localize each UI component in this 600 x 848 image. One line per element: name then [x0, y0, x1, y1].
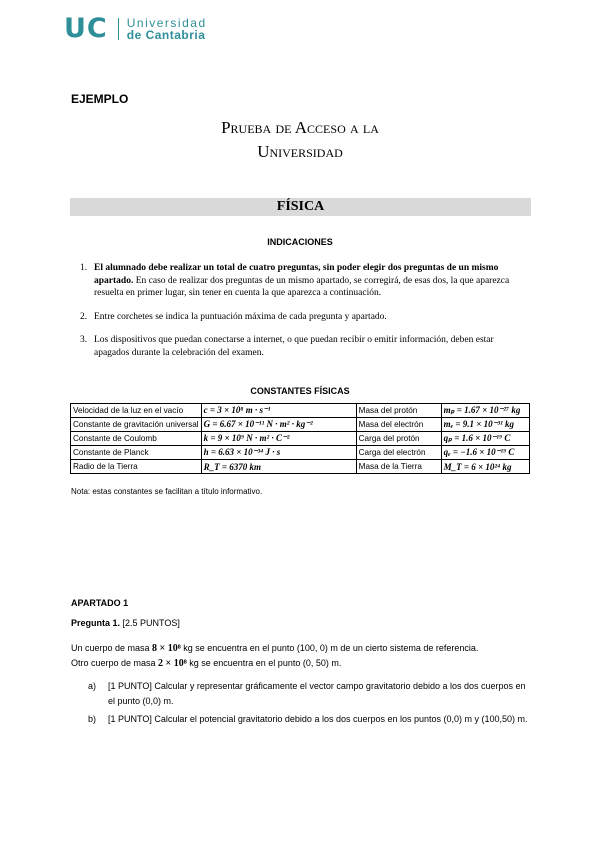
subquestion-text: [1 PUNTO] Calcular el potencial gravitatorio debido a los dos cuerpos en los puntos (0,0) m y (100,50) m. [108, 714, 528, 724]
statement-line [71, 656, 531, 671]
statement-text: kg se encuentra en el punto (100, 0) m de un cierto sistema de referencia. [180, 643, 479, 653]
constant-name: Masa de la Tierra [356, 460, 441, 474]
question-label: Pregunta 1. [71, 618, 121, 628]
statement-line [71, 641, 531, 656]
logo-text [127, 17, 207, 41]
constant-value: R_T = 6370 km [201, 460, 356, 474]
indicaciones-title: INDICACIONES [267, 237, 333, 247]
constant-name: Constante de Planck [71, 446, 202, 460]
constant-name: Masa del protón [356, 404, 441, 418]
indicacion-item [80, 334, 530, 359]
title-line1: Prueba de Acceso a la [221, 118, 379, 137]
indicaciones-list [80, 262, 530, 370]
question-heading [71, 618, 180, 628]
logo-mark: UC [64, 13, 108, 44]
constant-name: Constante de Coulomb [71, 432, 202, 446]
ejemplo-label: EJEMPLO [71, 92, 129, 106]
table-row [71, 446, 530, 460]
mass-value: 8 × 10⁸ [152, 643, 181, 654]
question-points: [2.5 PUNTOS] [120, 618, 180, 628]
constant-name: Carga del protón [356, 432, 441, 446]
question-statement [71, 641, 531, 671]
constant-value: qₚ = 1.6 × 10⁻¹⁹ C [441, 432, 529, 446]
indicacion-number: 2. [80, 311, 88, 322]
constant-name: Constante de gravitación universal [71, 418, 202, 432]
table-row [71, 432, 530, 446]
indicacion-text: Entre corchetes se indica la puntuación máxima de cada pregunta y apartado. [94, 311, 387, 322]
page-title [0, 116, 600, 164]
indicacion-text: En caso de realizar dos preguntas de un mismo apartado, se corregirá, de esas dos, la que aparezca resuelta en primer lugar, sin tener en cuenta la que aparezca a continuación. [94, 275, 510, 298]
section-title: APARTADO 1 [71, 598, 129, 608]
title-line2: Universidad [257, 142, 343, 161]
indicacion-item [80, 311, 530, 324]
table-row [71, 404, 530, 418]
constant-value: qₑ = −1.6 × 10⁻¹⁹ C [441, 446, 529, 460]
logo-line1: Universidad [126, 16, 207, 30]
constant-value: G = 6.67 × 10⁻¹¹ N · m² · kg⁻² [201, 418, 356, 432]
constant-name: Velocidad de la luz en el vacío [71, 404, 202, 418]
indicacion-bold: El alumnado debe realizar un total de cuatro preguntas, sin poder elegir dos preguntas de un mismo apartado. [94, 263, 499, 286]
constant-name: Radio de la Tierra [71, 460, 202, 474]
table-row [71, 418, 530, 432]
constantes-title: CONSTANTES FÍSICAS [250, 386, 350, 396]
indicacion-text: Los dispositivos que puedan conectarse a internet, o que puedan recibir o emitir información, deben estar apagados durante la celebración del examen. [94, 335, 494, 358]
indicacion-number: 3. [80, 335, 88, 345]
constant-value: mₑ = 9.1 × 10⁻³¹ kg [441, 418, 529, 432]
constant-value: c = 3 × 10⁸ m · s⁻¹ [201, 404, 356, 418]
subquestion-label: a) [88, 681, 97, 691]
indicacion-number: 1. [80, 263, 88, 273]
subquestion-item [88, 679, 530, 709]
statement-text: Un cuerpo de masa [71, 643, 153, 653]
subquestion-item [88, 712, 530, 727]
constant-value: h = 6.63 × 10⁻³⁴ J · s [201, 446, 356, 460]
constants-table [70, 403, 530, 474]
university-logo [64, 13, 207, 44]
constant-value: mₚ = 1.67 × 10⁻²⁷ kg [441, 404, 529, 418]
mass-value: 2 × 10⁸ [158, 658, 187, 669]
subquestion-text: [1 PUNTO] Calcular y representar gráficamente el vector campo gravitatorio debido a los dos cuerpos en el punto (0,0) m. [108, 681, 526, 706]
statement-text: kg se encuentra en el punto (0, 50) m. [186, 658, 342, 668]
logo-divider [118, 18, 119, 40]
subquestion-list [88, 679, 530, 730]
constants-note: Nota: estas constantes se facilitan a título informativo. [71, 487, 263, 496]
subject-banner: FÍSICA [70, 198, 531, 216]
constant-name: Carga del electrón [356, 446, 441, 460]
logo-line2: de Cantabria [126, 28, 206, 42]
constant-value: k = 9 × 10⁹ N · m² · C⁻² [201, 432, 356, 446]
indicacion-item [80, 262, 530, 300]
subquestion-label: b) [88, 714, 97, 724]
constant-name: Masa del electrón [356, 418, 441, 432]
table-row [71, 460, 530, 474]
constant-value: M_T = 6 × 10²⁴ kg [441, 460, 529, 474]
statement-text: Otro cuerpo de masa [71, 658, 159, 668]
